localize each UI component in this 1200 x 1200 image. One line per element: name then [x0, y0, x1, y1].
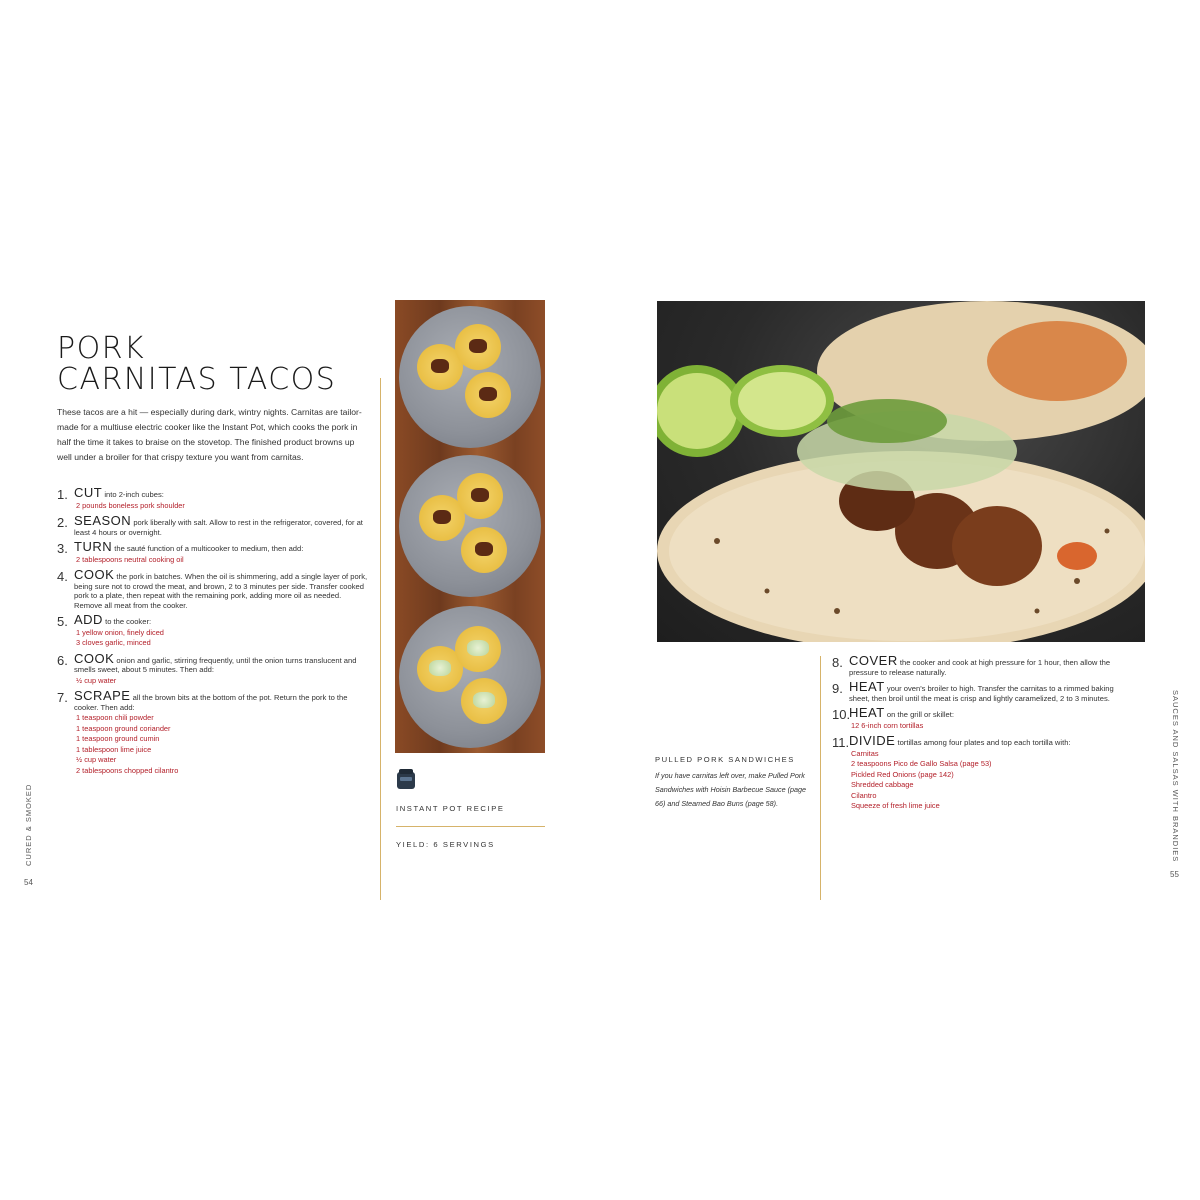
step-number: 5. [57, 614, 68, 629]
plate-photo-3 [399, 606, 541, 748]
ingredient-item: Squeeze of fresh lime juice [851, 801, 940, 810]
section-running-head-left: CURED & SMOKED [24, 783, 33, 866]
ingredient-item: 2 teaspoons Pico de Gallo Salsa (page 53) [851, 759, 992, 768]
sidebar-text: If you have carnitas left over, make Pulled Pork Sandwiches with Hoisin Barbecue Sauce (page 66) and Steamed Bao Buns (page 58). [655, 771, 807, 808]
step-text: on the grill or skillet: [886, 710, 954, 719]
sidebar-heading: PULLED PORK SANDWICHES [655, 755, 795, 764]
ingredient-list [76, 676, 369, 687]
step-body [74, 688, 369, 776]
step-number: 7. [57, 690, 68, 705]
step-verb: HEAT [849, 679, 885, 694]
step-text: tortillas among four plates and top each tortilla with: [897, 738, 1071, 747]
recipe-title [57, 333, 336, 395]
ingredient-item: ½ cup water [76, 755, 117, 764]
step-number: 3. [57, 541, 68, 556]
step-body [849, 733, 1124, 812]
recipe-step [57, 650, 369, 687]
instant-pot-label: INSTANT POT RECIPE [396, 804, 505, 813]
step-body [74, 567, 369, 610]
steps-list-left [57, 485, 369, 781]
step-number: 6. [57, 652, 68, 668]
step-text: your oven's broiler to high. Transfer the carnitas to a rimmed baking sheet, then broil until the meat is crisp and lightly caramelized, 2 to 3 minutes. [849, 684, 1114, 703]
ingredient-item: ½ cup water [76, 675, 117, 685]
plate-photo-1 [399, 306, 541, 448]
title-line-1: PORK [57, 331, 146, 366]
ingredient-item: Cilantro [851, 790, 877, 800]
step-verb: COOK [74, 650, 115, 666]
step-verb: SCRAPE [74, 688, 131, 703]
ingredient-item: 3 cloves garlic, minced [76, 638, 151, 647]
step-text: into 2-inch cubes: [104, 490, 164, 499]
ingredient-item: 1 teaspoon ground coriander [76, 723, 171, 733]
ingredient-list [76, 501, 369, 512]
step-number: 2. [57, 515, 68, 530]
recipe-step [57, 485, 369, 511]
step-verb: HEAT [849, 705, 885, 720]
ingredient-item: 1 teaspoon chili powder [76, 713, 154, 722]
step-text: onion and garlic, stirring frequently, until the onion turns translucent and smells sweet, about 5 minutes. Then add: [74, 655, 357, 674]
step-body [74, 513, 369, 537]
recipe-step [57, 688, 369, 776]
step-verb: DIVIDE [849, 733, 896, 748]
column-rule-left [380, 378, 381, 900]
ingredient-item: 2 pounds boneless pork shoulder [76, 500, 185, 510]
ingredient-item: Pickled Red Onions (page 142) [851, 769, 954, 779]
page-number-left: 54 [24, 878, 33, 887]
step-body [849, 679, 1124, 703]
yield-label: YIELD: 6 SERVINGS [396, 840, 495, 849]
step-text: pork liberally with salt. Allow to rest in the refrigerator, covered, for at least 4 hours or overnight. [74, 518, 363, 537]
ingredient-item: 1 teaspoon ground cumin [76, 734, 160, 743]
step-number: 8. [832, 655, 843, 670]
plate-photo-2 [399, 455, 541, 597]
step-text: the cooker and cook at high pressure for 1 hour, then allow the pressure to release naturally. [849, 658, 1111, 677]
step-number: 11. [832, 735, 850, 750]
step-verb: COOK [74, 567, 115, 582]
step-body [849, 653, 1124, 677]
section-running-head-right: SAUCES AND SALSAS WITH BRANDIES [1171, 690, 1180, 863]
step-text: to the cooker: [105, 617, 152, 626]
step-number: 10. [832, 707, 851, 722]
recipe-step [832, 679, 1124, 703]
step-verb: CUT [74, 485, 103, 500]
ingredient-list [76, 628, 369, 649]
ingredient-list [76, 555, 369, 566]
instant-pot-icon [396, 768, 416, 790]
recipe-step [832, 705, 1124, 731]
recipe-step [57, 567, 369, 610]
step-number: 1. [57, 487, 68, 502]
step-text: the pork in batches. When the oil is shimmering, add a single layer of pork, being sure not to crowd the meat, and brown, 2 to 3 minutes per side. Transfer cooked pork to a plate, then repeat with the remaining pork, adding more oil as needed. Remove all meat from the cooker. [74, 572, 368, 610]
step-text: the sauté function of a multicooker to medium, then add: [114, 544, 304, 553]
step-body [74, 485, 369, 511]
tacos-photo-strip [395, 300, 545, 753]
step-verb: SEASON [74, 513, 132, 528]
recipe-step [832, 733, 1124, 812]
ingredient-item: 2 tablespoons neutral cooking oil [76, 554, 184, 564]
ingredient-item: 1 yellow onion, finely diced [76, 627, 164, 637]
recipe-step [57, 513, 369, 537]
step-body [74, 612, 369, 649]
ingredient-item: Carnitas [851, 748, 879, 758]
page-number-right: 55 [1170, 870, 1179, 879]
step-body [74, 539, 369, 565]
recipe-intro: These tacos are a hit — especially during dark, wintry nights. Carnitas are tailor-made for a multiuse electric cooker like the Instant Pot, which cooks the pork in half the time it takes to braise on the stovetop. The finished product browns up well under a broiler for that crispy texture you want from carnitas. [57, 407, 362, 462]
ingredient-list [851, 749, 1124, 812]
ingredient-item: 1 tablespoon lime juice [76, 744, 152, 754]
title-line-2: CARNITAS TACOS [57, 362, 337, 397]
step-verb: TURN [74, 539, 113, 554]
ingredient-item: Shredded cabbage [851, 780, 914, 789]
step-number: 9. [832, 681, 843, 696]
step-body [74, 650, 369, 687]
recipe-step [832, 653, 1124, 677]
step-text: all the brown bits at the bottom of the pot. Return the pork to the cooker. Then add: [74, 693, 348, 712]
ingredient-list [851, 721, 1124, 732]
carnitas-taco-photo [657, 301, 1145, 642]
recipe-step [57, 539, 369, 565]
column-rule-right [820, 656, 821, 900]
step-verb: COVER [849, 653, 898, 668]
ingredient-item: 12 6-inch corn tortillas [851, 720, 924, 730]
step-verb: ADD [74, 612, 103, 627]
recipe-step [57, 612, 369, 649]
steps-list-right [832, 653, 1124, 817]
ingredient-item: 2 tablespoons chopped cilantro [76, 765, 179, 775]
badge-rule [396, 826, 545, 827]
ingredient-list [76, 713, 369, 776]
step-body [849, 705, 1124, 731]
step-number: 4. [57, 569, 68, 584]
